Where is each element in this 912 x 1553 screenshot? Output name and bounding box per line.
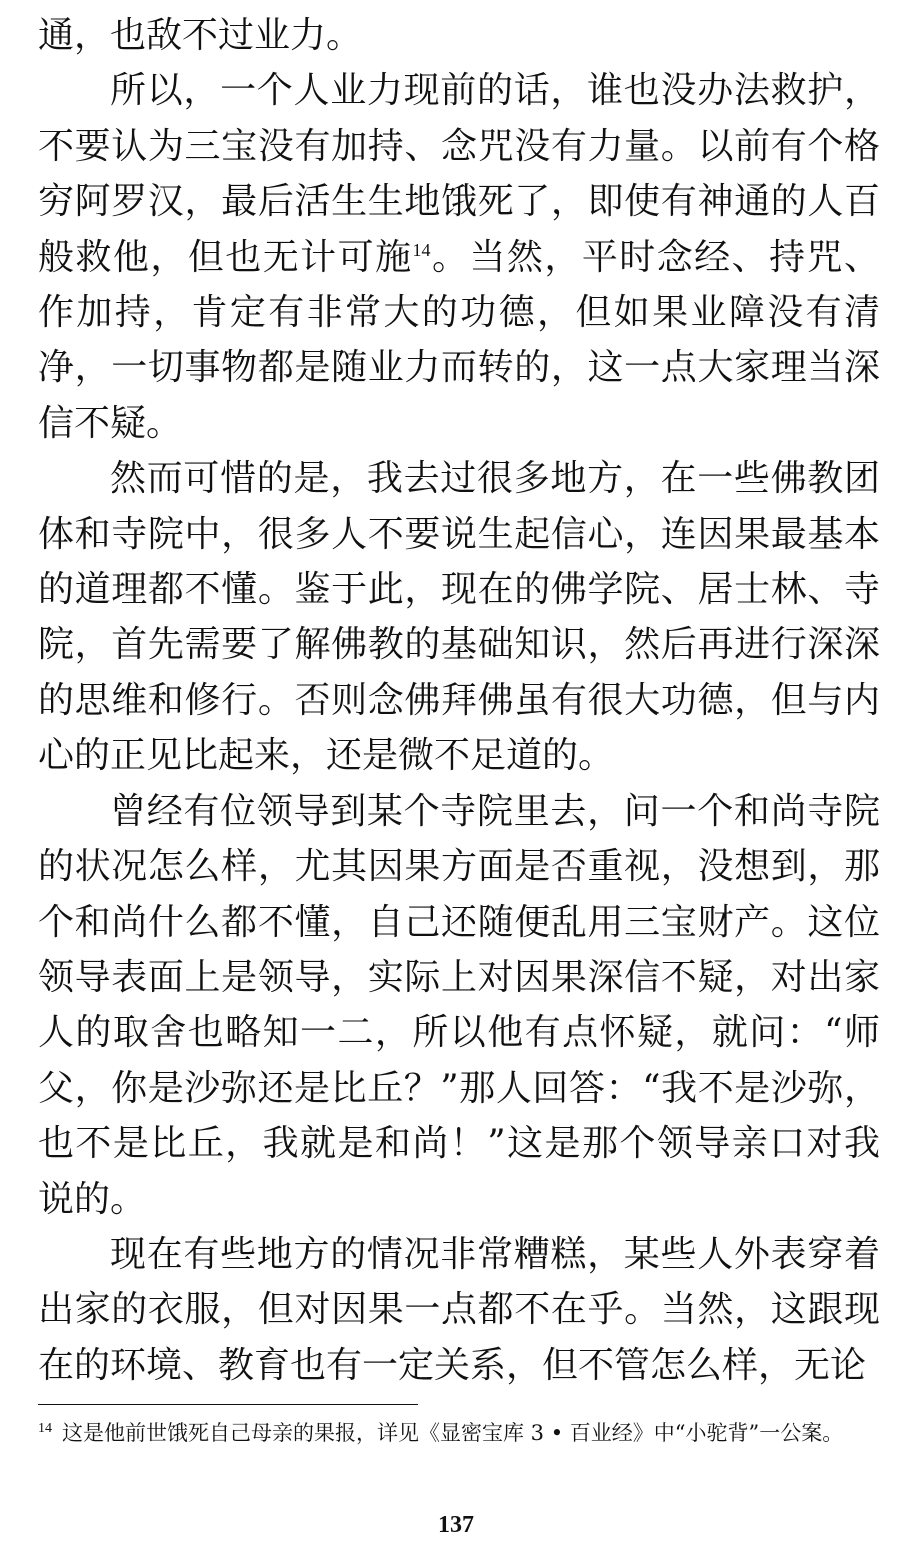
- paragraph-4: 曾经有位领导到某个寺院里去，问一个和尚寺院的状况怎么样，尤其因果方面是否重视，没想到，那个和尚什么都不懂，自己还随便乱用三宝财产。这位领导表面上是领导，实际上对因果深信不疑，对出家人的取舍也略知一二，所以他有点怀疑，就问：“师父，你是沙弥还是比丘？”那人回答：“我不是沙弥，也不是比丘，我就是和尚！”这是那个领导亲口对我说的。: [38, 790, 880, 1220]
- paragraph-3: 然而可惜的是，我去过很多地方，在一些佛教团体和寺院中，很多人不要说生起信心，连因果最基本的道理都不懂。鉴于此，现在的佛学院、居士林、寺院，首先需要了解佛教的基础知识，然后再进行深深的思维和修行。否则念佛拜佛虽有很大功德，但与内心的正见比起来，还是微不足道的。: [38, 458, 880, 777]
- footnote-number: 14: [38, 1421, 52, 1436]
- paragraph-2: [38, 63, 880, 451]
- page-number: 137: [438, 1512, 474, 1538]
- main-text: [38, 8, 880, 1393]
- footnote-text: 这是他前世饿死自己母亲的果报，详见《显密宝库 3 • 百业经》中“小驼背”一公案。: [62, 1421, 844, 1445]
- footnote: [38, 1418, 880, 1449]
- page-body: [38, 8, 880, 1393]
- paragraph-2-text-a: 所以，一个人业力现前的话，谁也没办法救护，不要认为三宝没有加持、念咒没有力量。以前有个格穷阿罗汉，最后活生生地饿死了，即使有神通的人百般救他，但也无计可施: [38, 70, 880, 278]
- footnote-divider: [38, 1404, 418, 1405]
- paragraph-1: 通，也敌不过业力。: [38, 15, 363, 56]
- paragraph-2-text-b: 。当然，平时念经、持咒、作加持，肯定有非常大的功德，但如果业障没有清净，一切事物都是随业力而转的，这一点大家理当深信不疑。: [38, 236, 880, 444]
- footnote-reference[interactable]: 14: [412, 239, 431, 260]
- paragraph-5: 现在有些地方的情况非常糟糕，某些人外表穿着出家的衣服，但对因果一点都不在乎。当然，这跟现在的环境、教育也有一定关系，但不管怎么样，无论: [38, 1233, 880, 1386]
